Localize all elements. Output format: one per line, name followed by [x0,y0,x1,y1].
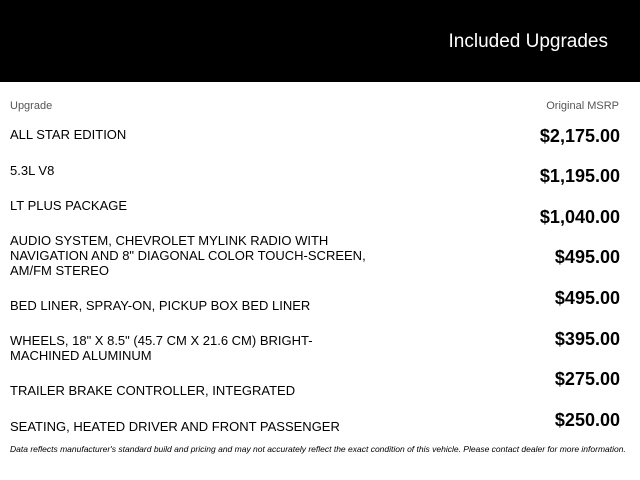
upgrade-name: TRAILER BRAKE CONTROLLER, INTEGRATED [10,383,296,398]
upgrade-price: $275.00 [554,369,620,389]
page-title: Included Upgrades [448,31,608,52]
column-header-msrp: Original MSRP [546,100,619,112]
upgrade-name: 5.3L V8 [10,163,55,178]
upgrade-price: $1,040.00 [539,207,620,227]
upgrade-price: $395.00 [554,329,620,349]
upgrade-name: AUDIO SYSTEM, CHEVROLET MYLINK RADIO WITH NAVIGATION AND 8" DIAGONAL COLOR TOUCH-SCREEN, AM/FM STEREO [10,233,366,278]
disclaimer-text: Data reflects manufacturer's standard build and pricing and may not accurately reflect the exact condition of this vehicle. Please contact dealer for more information. [10,444,626,454]
upgrade-price: $495.00 [554,288,620,308]
column-header-upgrade: Upgrade [10,100,53,112]
upgrade-price: $1,195.00 [539,166,620,186]
upgrade-name: ALL STAR EDITION [10,127,127,142]
upgrade-name: WHEELS, 18" X 8.5" (45.7 CM X 21.6 CM) BRIGHT-MACHINED ALUMINUM [10,333,313,363]
upgrade-price: $2,175.00 [539,126,620,146]
upgrade-name: BED LINER, SPRAY-ON, PICKUP BOX BED LINER [10,298,311,313]
upgrade-name: LT PLUS PACKAGE [10,198,128,213]
upgrade-name: SEATING, HEATED DRIVER AND FRONT PASSENGER [10,419,340,434]
upgrade-price: $250.00 [554,410,620,430]
upgrade-price: $495.00 [554,247,620,267]
header-banner [0,0,640,82]
